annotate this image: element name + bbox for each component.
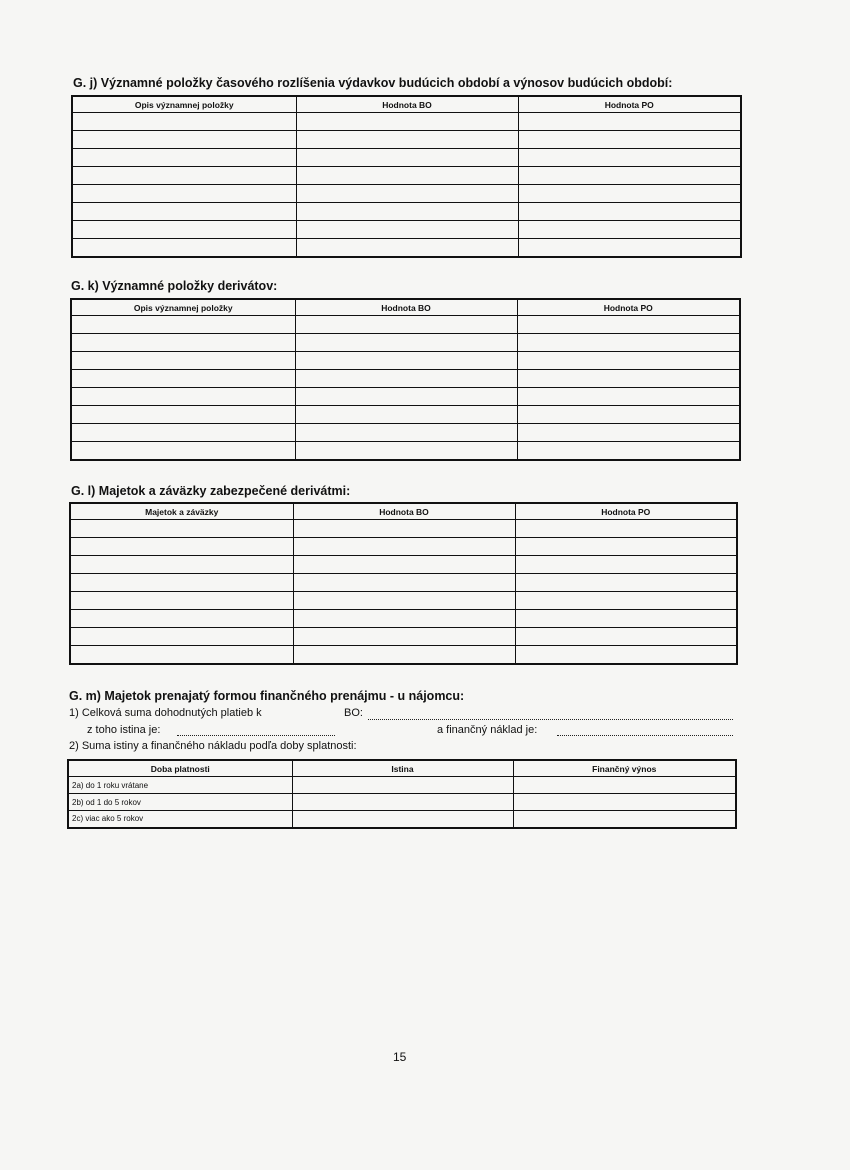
table-cell[interactable] bbox=[296, 149, 518, 167]
table-cell[interactable] bbox=[70, 628, 293, 646]
table-cell[interactable] bbox=[296, 167, 518, 185]
table-cell[interactable] bbox=[71, 406, 295, 424]
table-cell[interactable] bbox=[71, 442, 295, 460]
table-cell[interactable] bbox=[296, 185, 518, 203]
table-cell[interactable] bbox=[295, 388, 517, 406]
table-cell[interactable] bbox=[71, 352, 295, 370]
table-cell[interactable] bbox=[517, 370, 740, 388]
table-cell[interactable] bbox=[292, 777, 513, 794]
table-cell[interactable] bbox=[295, 442, 517, 460]
section-l-table bbox=[69, 502, 738, 665]
table-cell[interactable] bbox=[295, 334, 517, 352]
table-cell[interactable] bbox=[515, 592, 737, 610]
principal-label: z toho istina je: bbox=[87, 724, 161, 736]
table-cell[interactable] bbox=[517, 352, 740, 370]
table-cell[interactable] bbox=[71, 370, 295, 388]
table-cell[interactable] bbox=[72, 149, 296, 167]
table-row-label: 2b) od 1 do 5 rokov bbox=[68, 794, 292, 811]
table-cell[interactable] bbox=[515, 628, 737, 646]
table-cell[interactable] bbox=[72, 185, 296, 203]
column-header: Doba platnosti bbox=[68, 760, 292, 777]
table-cell[interactable] bbox=[70, 556, 293, 574]
column-header: Majetok a záväzky bbox=[70, 503, 293, 520]
total-payments-label: 1) Celková suma dohodnutých platieb k bbox=[69, 707, 262, 719]
table-cell[interactable] bbox=[518, 221, 741, 239]
table-cell[interactable] bbox=[70, 520, 293, 538]
column-header: Hodnota PO bbox=[518, 96, 741, 113]
table-cell[interactable] bbox=[293, 574, 515, 592]
column-header: Hodnota BO bbox=[293, 503, 515, 520]
table-cell[interactable] bbox=[71, 388, 295, 406]
table-cell[interactable] bbox=[517, 406, 740, 424]
table-cell[interactable] bbox=[517, 424, 740, 442]
maturity-label: 2) Suma istiny a finančného nákladu podľa doby splatnosti: bbox=[69, 740, 357, 752]
table-cell[interactable] bbox=[515, 556, 737, 574]
table-cell[interactable] bbox=[293, 520, 515, 538]
table-cell[interactable] bbox=[293, 592, 515, 610]
column-header: Hodnota BO bbox=[296, 96, 518, 113]
table-cell[interactable] bbox=[515, 574, 737, 592]
table-cell[interactable] bbox=[293, 646, 515, 664]
table-cell[interactable] bbox=[517, 334, 740, 352]
page-number: 15 bbox=[393, 1050, 407, 1064]
column-header: Hodnota PO bbox=[515, 503, 737, 520]
column-header: Hodnota BO bbox=[295, 299, 517, 316]
table-cell[interactable] bbox=[517, 316, 740, 334]
table-cell[interactable] bbox=[517, 388, 740, 406]
section-j-title: G. j) Významné položky časového rozlíšenia výdavkov budúcich období a výnosov budúcich období: bbox=[73, 76, 673, 90]
table-cell[interactable] bbox=[70, 574, 293, 592]
column-header: Opis významnej položky bbox=[72, 96, 296, 113]
section-l-title: G. l) Majetok a záväzky zabezpečené derivátmi: bbox=[71, 484, 351, 498]
table-cell[interactable] bbox=[70, 592, 293, 610]
column-header: Hodnota PO bbox=[517, 299, 740, 316]
table-cell[interactable] bbox=[296, 221, 518, 239]
table-cell[interactable] bbox=[296, 239, 518, 257]
finance-cost-value-field[interactable] bbox=[557, 735, 733, 736]
table-cell[interactable] bbox=[518, 131, 741, 149]
table-cell[interactable] bbox=[515, 610, 737, 628]
table-cell[interactable] bbox=[293, 556, 515, 574]
table-cell[interactable] bbox=[293, 610, 515, 628]
table-cell[interactable] bbox=[70, 538, 293, 556]
table-cell[interactable] bbox=[296, 113, 518, 131]
table-cell[interactable] bbox=[72, 239, 296, 257]
table-cell[interactable] bbox=[513, 777, 736, 794]
table-cell[interactable] bbox=[513, 794, 736, 811]
table-cell[interactable] bbox=[515, 646, 737, 664]
table-cell[interactable] bbox=[296, 203, 518, 221]
table-cell[interactable] bbox=[71, 316, 295, 334]
section-m-title: G. m) Majetok prenajatý formou finančného prenájmu - u nájomcu: bbox=[69, 689, 465, 703]
table-cell[interactable] bbox=[518, 113, 741, 131]
table-cell[interactable] bbox=[70, 646, 293, 664]
column-header: Istina bbox=[292, 760, 513, 777]
table-cell[interactable] bbox=[293, 628, 515, 646]
table-cell[interactable] bbox=[70, 610, 293, 628]
table-cell[interactable] bbox=[71, 334, 295, 352]
finance-cost-label: a finančný náklad je: bbox=[437, 724, 538, 736]
section-m-table bbox=[67, 759, 737, 829]
table-cell[interactable] bbox=[518, 167, 741, 185]
table-cell[interactable] bbox=[72, 221, 296, 239]
table-cell[interactable] bbox=[518, 239, 741, 257]
table-cell[interactable] bbox=[518, 185, 741, 203]
table-cell[interactable] bbox=[292, 794, 513, 811]
bo-label: BO: bbox=[344, 707, 363, 719]
table-cell[interactable] bbox=[518, 203, 741, 221]
column-header: Finančný výnos bbox=[513, 760, 736, 777]
bo-value-field[interactable] bbox=[368, 719, 733, 720]
table-cell[interactable] bbox=[518, 149, 741, 167]
table-cell[interactable] bbox=[515, 538, 737, 556]
table-row-label: 2a) do 1 roku vrátane bbox=[68, 777, 292, 794]
table-row-label: 2c) viac ako 5 rokov bbox=[68, 811, 292, 828]
table-cell[interactable] bbox=[295, 424, 517, 442]
principal-value-field[interactable] bbox=[177, 735, 335, 736]
table-cell[interactable] bbox=[295, 316, 517, 334]
table-cell[interactable] bbox=[295, 370, 517, 388]
column-header: Opis významnej položky bbox=[71, 299, 295, 316]
table-cell[interactable] bbox=[293, 538, 515, 556]
table-cell[interactable] bbox=[515, 520, 737, 538]
table-cell[interactable] bbox=[72, 203, 296, 221]
table-cell[interactable] bbox=[292, 811, 513, 828]
table-cell[interactable] bbox=[295, 406, 517, 424]
table-cell[interactable] bbox=[72, 113, 296, 131]
section-k-table bbox=[70, 298, 741, 461]
table-cell[interactable] bbox=[72, 131, 296, 149]
table-cell[interactable] bbox=[296, 131, 518, 149]
table-cell[interactable] bbox=[71, 424, 295, 442]
table-cell[interactable] bbox=[72, 167, 296, 185]
section-k-title: G. k) Významné položky derivátov: bbox=[71, 279, 278, 293]
table-cell[interactable] bbox=[513, 811, 736, 828]
table-cell[interactable] bbox=[517, 442, 740, 460]
section-j-table bbox=[71, 95, 742, 258]
table-cell[interactable] bbox=[295, 352, 517, 370]
